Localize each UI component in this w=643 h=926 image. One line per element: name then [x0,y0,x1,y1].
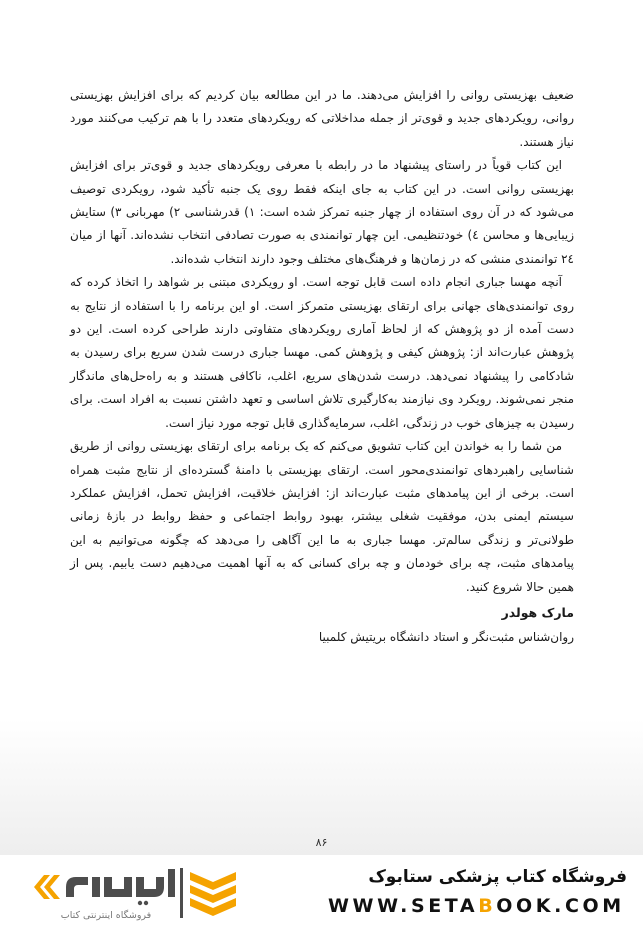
signature-name: مارک هولدر [501,604,574,620]
setabook-wordmark-logo [32,863,182,911]
paragraph-1: ضعیف بهزیستی روانی را افزایش می‌دهند. ما در این مطالعه بیان کردیم که برای افزایش بهزیستی روانی، رویکردهای جدید و قوی‌تر از جمله مداخلاتی که رویکردهای متعدد را با هم ترکیب می‌کنند مورد نیاز هستند. [70,88,574,149]
paragraph-4: من شما را به خواندن این کتاب تشویق می‌کنم که یک برنامه برای ارتقای بهزیستی روانی از طریق شناسایی راهبردهای توانمندی‌محور است. ارتقای بهزیستی با دامنهٔ گسترده‌ای از نتایج مثبت همراه است. برخی از این پیامدهای مثبت عبارت‌اند از: افزایش خلاقیت، افزایش تحمل، افزایش عملکرد سیستم ایمنی بدن، موفقیت شغلی بیشتر، بهبود روابط اجتماعی و حفظ روابط در بازهٔ زمانی طولانی‌تر و زندگی سالم‌تر. مهسا جباری به ما این آگاهی را می‌دهد که چگونه می‌توانیم به این پیامدهای مثبت، چه برای خودمان و چه برای کسانی که به آنها اهمیت می‌دهیم دست یابیم. پس از همین حالا شروع کنید. [70,439,574,594]
url-part-1: WWW.SETA [328,895,479,917]
store-url[interactable] [328,895,625,917]
store-footer-banner [0,855,643,926]
stacked-chevrons-logo-icon [180,868,244,918]
paragraph-3: آنچه مهسا جباری انجام داده است قابل توجه است. او رویکردی مبتنی بر شواهد را اتخاذ کرده که روی توانمندی‌های جهانی برای ارتقای بهزیستی متمرکز است. او این برنامه را با استفاده از نتایج به دست آمده از دو پژوهش که از لحاظ آماری رویکردهای متفاوتی دارند طراحی کرده است. این دو پژوهش عبارت‌اند از: پژوهش کیفی و پژوهش کمی. مهسا جباری درست شدن سریع برای رسیدن به شادکامی را پیشنهاد نمی‌دهد. درست شدن‌های سریع، اغلب، ناکافی هستند و به راه‌حل‌های ماندگار منجر نمی‌شوند. رویکرد وی نیازمند به‌کارگیری تلاش اساسی و تعهد داشتن نسبت به افراد است. برای رسیدن به چیزهای خوب در زندگی، اغلب، سرمایه‌گذاری قابل توجه مورد نیاز است. [70,275,574,430]
page-number: ۸۶ [315,836,328,849]
url-part-2: OOK.COM [496,895,625,917]
signature-title: روان‌شناس مثبت‌نگر و استاد دانشگاه بریتیش کلمبیا [318,629,574,644]
url-accent-letter: B [478,895,497,917]
logo-subtitle: فروشگاه اینترنتی کتاب [60,910,152,921]
document-body [70,84,574,649]
paragraph-2: این کتاب قویاً در راستای پیشنهاد ما در رابطه با معرفی رویکردهای جدید و قوی‌تر برای افزایش بهزیستی روانی است. در این کتاب به جای اینکه فقط روی یک جنبه تأکید شود، رویکردی توصیف می‌شود که در آن روی استفاده از چهار جنبه تمرکز شده است: ۱) قدرشناسی ۲) مهربانی ۳) ستایش زیبایی‌ها و محاسن ٤) خودتنظیمی. این چهار توانمندی به صورت تصادفی انتخاب نشده‌اند. آنها از میان ۲٤ توانمندی منشی که در زمان‌ها و فرهنگ‌های مختلف وجود دارند انتخاب شده‌اند. [70,158,575,266]
store-name: فروشگاه کتاب پزشکی ستابوک [368,867,627,887]
